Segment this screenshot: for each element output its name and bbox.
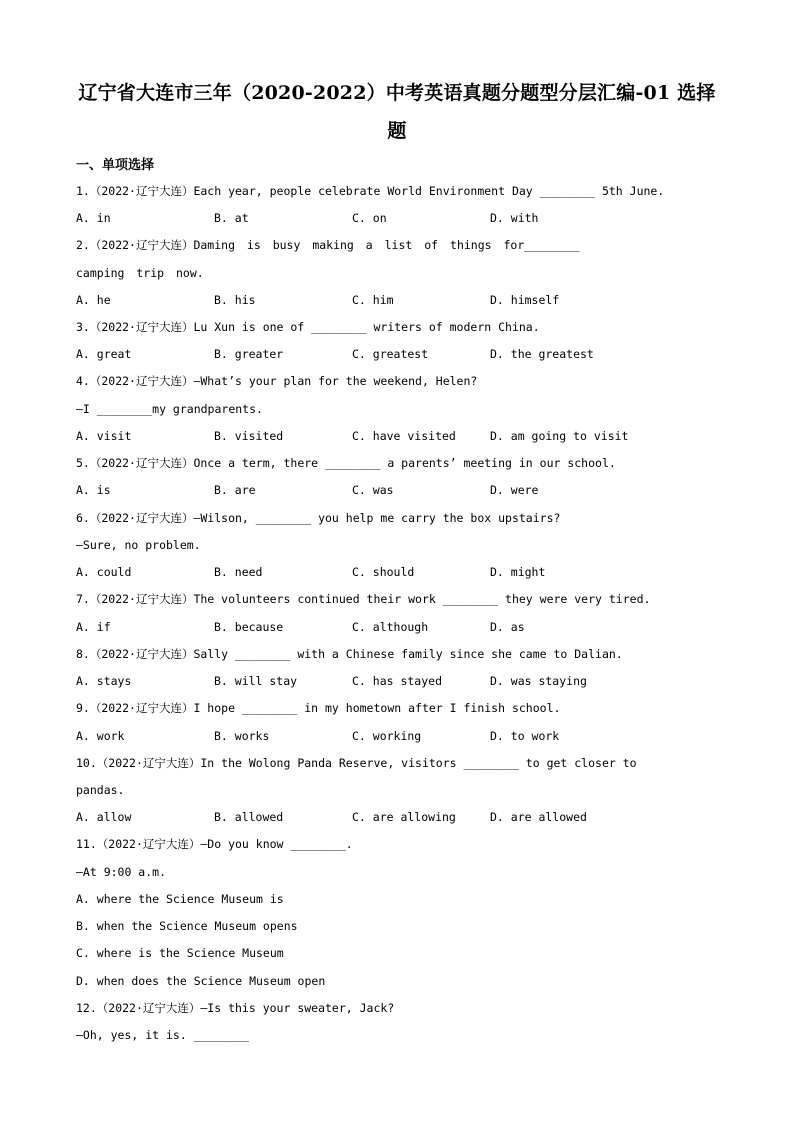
question-1-stem: 1.（2022·辽宁大连）Each year, people celebrate World Environment Day ________ 5th June. <box>76 184 665 198</box>
q3-option-b: B. greater <box>214 347 284 361</box>
title-line-1: 辽宁省大连市三年（2020-2022）中考英语真题分题型分层汇编-01 选择 <box>78 82 716 104</box>
q11-option-c: C. where is the Science Museum <box>76 946 284 960</box>
q5-option-d: D. were <box>490 483 539 497</box>
q10-option-a: A. allow <box>76 810 132 824</box>
q2-option-b: B. his <box>214 293 256 307</box>
q4-option-c: C. have visited <box>352 429 456 443</box>
q2-option-c: C. him <box>352 293 394 307</box>
title-line-2: 题 <box>387 120 407 142</box>
question-10-stem: 10.（2022·辽宁大连）In the Wolong Panda Reserve, visitors ________ to get closer to <box>76 756 637 770</box>
question-6-stem: 6.（2022·辽宁大连）—Wilson, ________ you help me carry the box upstairs? <box>76 511 561 525</box>
q7-option-c: C. although <box>352 620 429 634</box>
q7-option-a: A. if <box>76 620 111 634</box>
question-4-stem: 4.（2022·辽宁大连）—What’s your plan for the weekend, Helen? <box>76 374 478 388</box>
q9-option-c: C. working <box>352 729 422 743</box>
q1-option-d: D. with <box>490 211 539 225</box>
question-9-stem: 9.（2022·辽宁大连）I hope ________ in my hometown after I finish school. <box>76 701 561 715</box>
q10-option-d: D. are allowed <box>490 810 587 824</box>
page-title <box>60 74 734 150</box>
q8-option-d: D. was staying <box>490 674 587 688</box>
q11-option-b: B. when the Science Museum opens <box>76 919 298 933</box>
question-5-stem: 5.（2022·辽宁大连）Once a term, there ________ a parents’ meeting in our school. <box>76 456 616 470</box>
question-4-stem-cont: —I ________my grandparents. <box>76 402 263 416</box>
q3-option-a: A. great <box>76 347 132 361</box>
question-3-stem: 3.（2022·辽宁大连）Lu Xun is one of ________ writers of modern China. <box>76 320 540 334</box>
question-2-stem-cont: camping trip now. <box>76 266 204 280</box>
question-6-stem-cont: —Sure, no problem. <box>76 538 201 552</box>
q9-option-d: D. to work <box>490 729 560 743</box>
question-12-stem: 12.（2022·辽宁大连）—Is this your sweater, Jack? <box>76 1001 395 1015</box>
q2-option-d: D. himself <box>490 293 560 307</box>
question-8-stem: 8.（2022·辽宁大连）Sally ________ with a Chinese family since she came to Dalian. <box>76 647 623 661</box>
q5-option-a: A. is <box>76 483 111 497</box>
question-11-stem-cont: —At 9:00 a.m. <box>76 865 167 879</box>
q8-option-b: B. will stay <box>214 674 298 688</box>
question-11-stem: 11.（2022·辽宁大连）—Do you know ________. <box>76 837 353 851</box>
question-2-stem: 2.（2022·辽宁大连）Daming is busy making a list of things for________ <box>76 238 580 252</box>
section-heading: 一、单项选择 <box>76 158 155 173</box>
q8-option-c: C. has stayed <box>352 674 443 688</box>
q10-option-b: B. allowed <box>214 810 284 824</box>
q7-option-d: D. as <box>490 620 525 634</box>
q5-option-c: C. was <box>352 483 394 497</box>
q6-option-c: C. should <box>352 565 415 579</box>
q6-option-a: A. could <box>76 565 132 579</box>
q1-option-a: A. in <box>76 211 111 225</box>
q10-option-c: C. are allowing <box>352 810 456 824</box>
q1-option-b: B. at <box>214 211 249 225</box>
question-10-stem-cont: pandas. <box>76 783 125 797</box>
q6-option-b: B. need <box>214 565 263 579</box>
q9-option-b: B. works <box>214 729 270 743</box>
q11-option-a: A. where the Science Museum is <box>76 892 284 906</box>
q4-option-b: B. visited <box>214 429 284 443</box>
q4-option-a: A. visit <box>76 429 132 443</box>
q11-option-d: D. when does the Science Museum open <box>76 974 326 988</box>
q6-option-d: D. might <box>490 565 546 579</box>
question-7-stem: 7.（2022·辽宁大连）The volunteers continued their work ________ they were very tired. <box>76 592 651 606</box>
q5-option-b: B. are <box>214 483 256 497</box>
q2-option-a: A. he <box>76 293 111 307</box>
q4-option-d: D. am going to visit <box>490 429 629 443</box>
q8-option-a: A. stays <box>76 674 132 688</box>
q3-option-d: D. the greatest <box>490 347 594 361</box>
q3-option-c: C. greatest <box>352 347 429 361</box>
q1-option-c: C. on <box>352 211 387 225</box>
question-12-stem-cont: —Oh, yes, it is. ________ <box>76 1028 250 1042</box>
q9-option-a: A. work <box>76 729 125 743</box>
q7-option-b: B. because <box>214 620 284 634</box>
